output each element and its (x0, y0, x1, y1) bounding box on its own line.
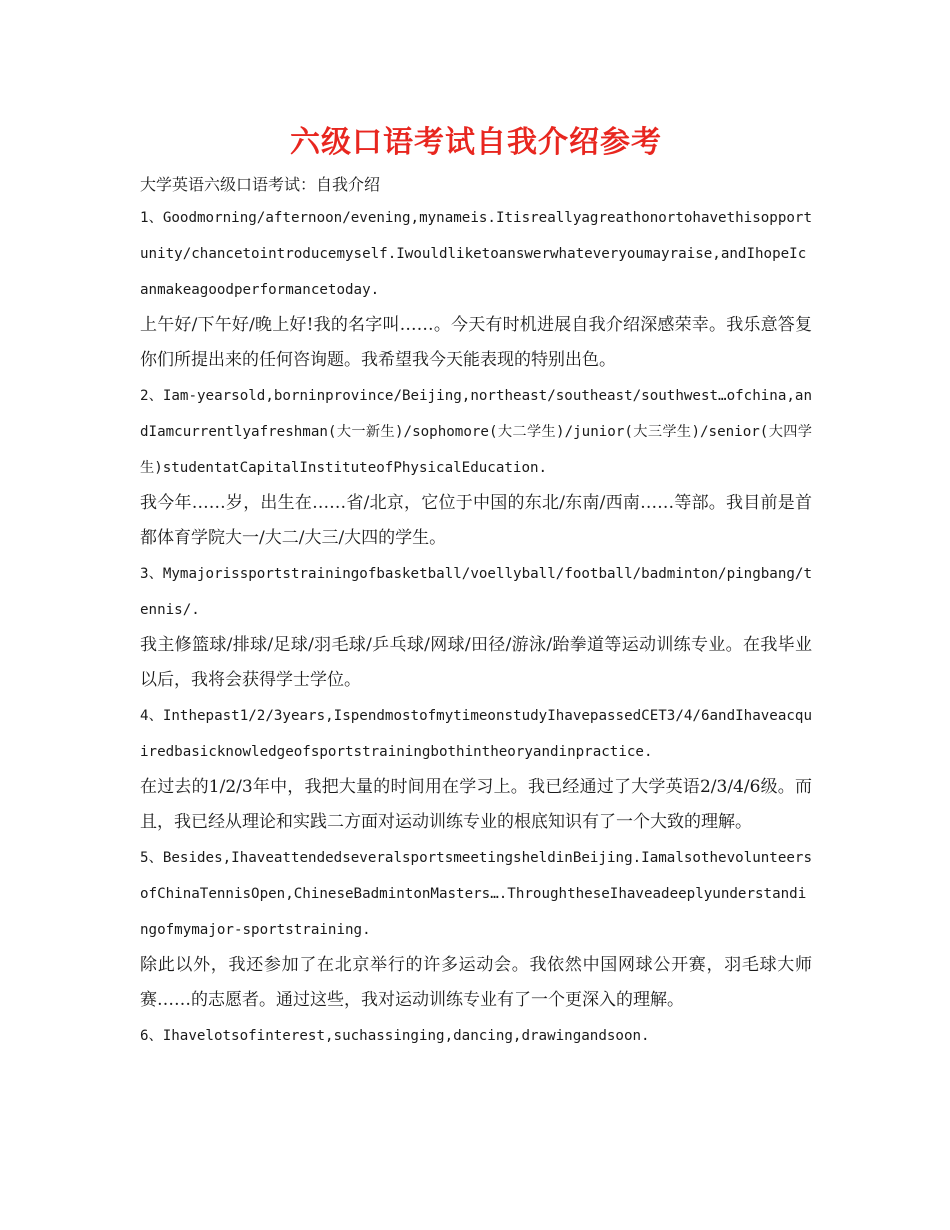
document-subtitle: 大学英语六级口语考试：自我介绍 (140, 175, 381, 194)
paragraph-3-en: 3、Mymajorissportstrainingofbasketball/voellyball/football/badminton/pingbang/tennis/. (140, 566, 812, 618)
paragraph-2-en: 2、Iam-yearsold,borninprovince/Beijing,northeast/southeast/southwest…ofchina,andIamcurrentlyafreshman(大一新生)/sophomore(大二学生)/junior(大三学生)/senior(大四学生)studentatCapitalInstituteofPhysicalEducation. (140, 388, 812, 476)
paragraph-3-zh: 我主修篮球/排球/足球/羽毛球/乒乓球/网球/田径/游泳/跆拳道等运动训练专业。在我毕业以后，我将会获得学士学位。 (140, 635, 812, 690)
paragraph-4-en: 4、Inthepast1/2/3years,IspendmostofmytimeonstudyIhavepassedCET3/4/6andIhaveacquiredbasicknowledgeofsportstrainingbothintheoryandinpractice. (140, 708, 812, 760)
paragraph-1-en: 1、Goodmorning/afternoon/evening,mynameis.Itisreallyagreathonortohavethisopportunity/chancetointroducemyself.Iwouldliketoanswerwhateveryoumayraise,andIhopeIcanmakeagoodperformancetoday. (140, 210, 812, 298)
paragraph-6-en: 6、Ihavelotsofinterest,suchassinging,dancing,drawingandsoon. (140, 1028, 650, 1044)
document-body (140, 118, 812, 1054)
paragraph-2-zh: 我今年……岁，出生在……省/北京，它位于中国的东北/东南/西南……等部。我目前是首都体育学院大一/大二/大三/大四的学生。 (140, 493, 812, 548)
paragraph-1-zh: 上午好/下午好/晚上好!我的名字叫……。今天有时机进展自我介绍深感荣幸。我乐意答复你们所提出来的任何咨询题。我希望我今天能表现的特别出色。 (140, 315, 812, 370)
paragraph-5-en: 5、Besides,IhaveattendedseveralsportsmeetingsheldinBeijing.IamalsothevolunteersofChinaTennisOpen,ChineseBadmintonMasters….ThroughtheseIhaveadeeplyunderstandingofmymajor-sportstraining. (140, 850, 812, 938)
document-title: 六级口语考试自我介绍参考 (290, 125, 662, 160)
paragraph-5-zh: 除此以外，我还参加了在北京举行的许多运动会。我依然中国网球公开赛，羽毛球大师赛……的志愿者。通过这些，我对运动训练专业有了一个更深入的理解。 (140, 955, 812, 1010)
paragraph-4-zh: 在过去的1/2/3年中，我把大量的时间用在学习上。我已经通过了大学英语2/3/4/6级。而且，我已经从理论和实践二方面对运动训练专业的根底知识有了一个大致的理解。 (140, 777, 812, 832)
